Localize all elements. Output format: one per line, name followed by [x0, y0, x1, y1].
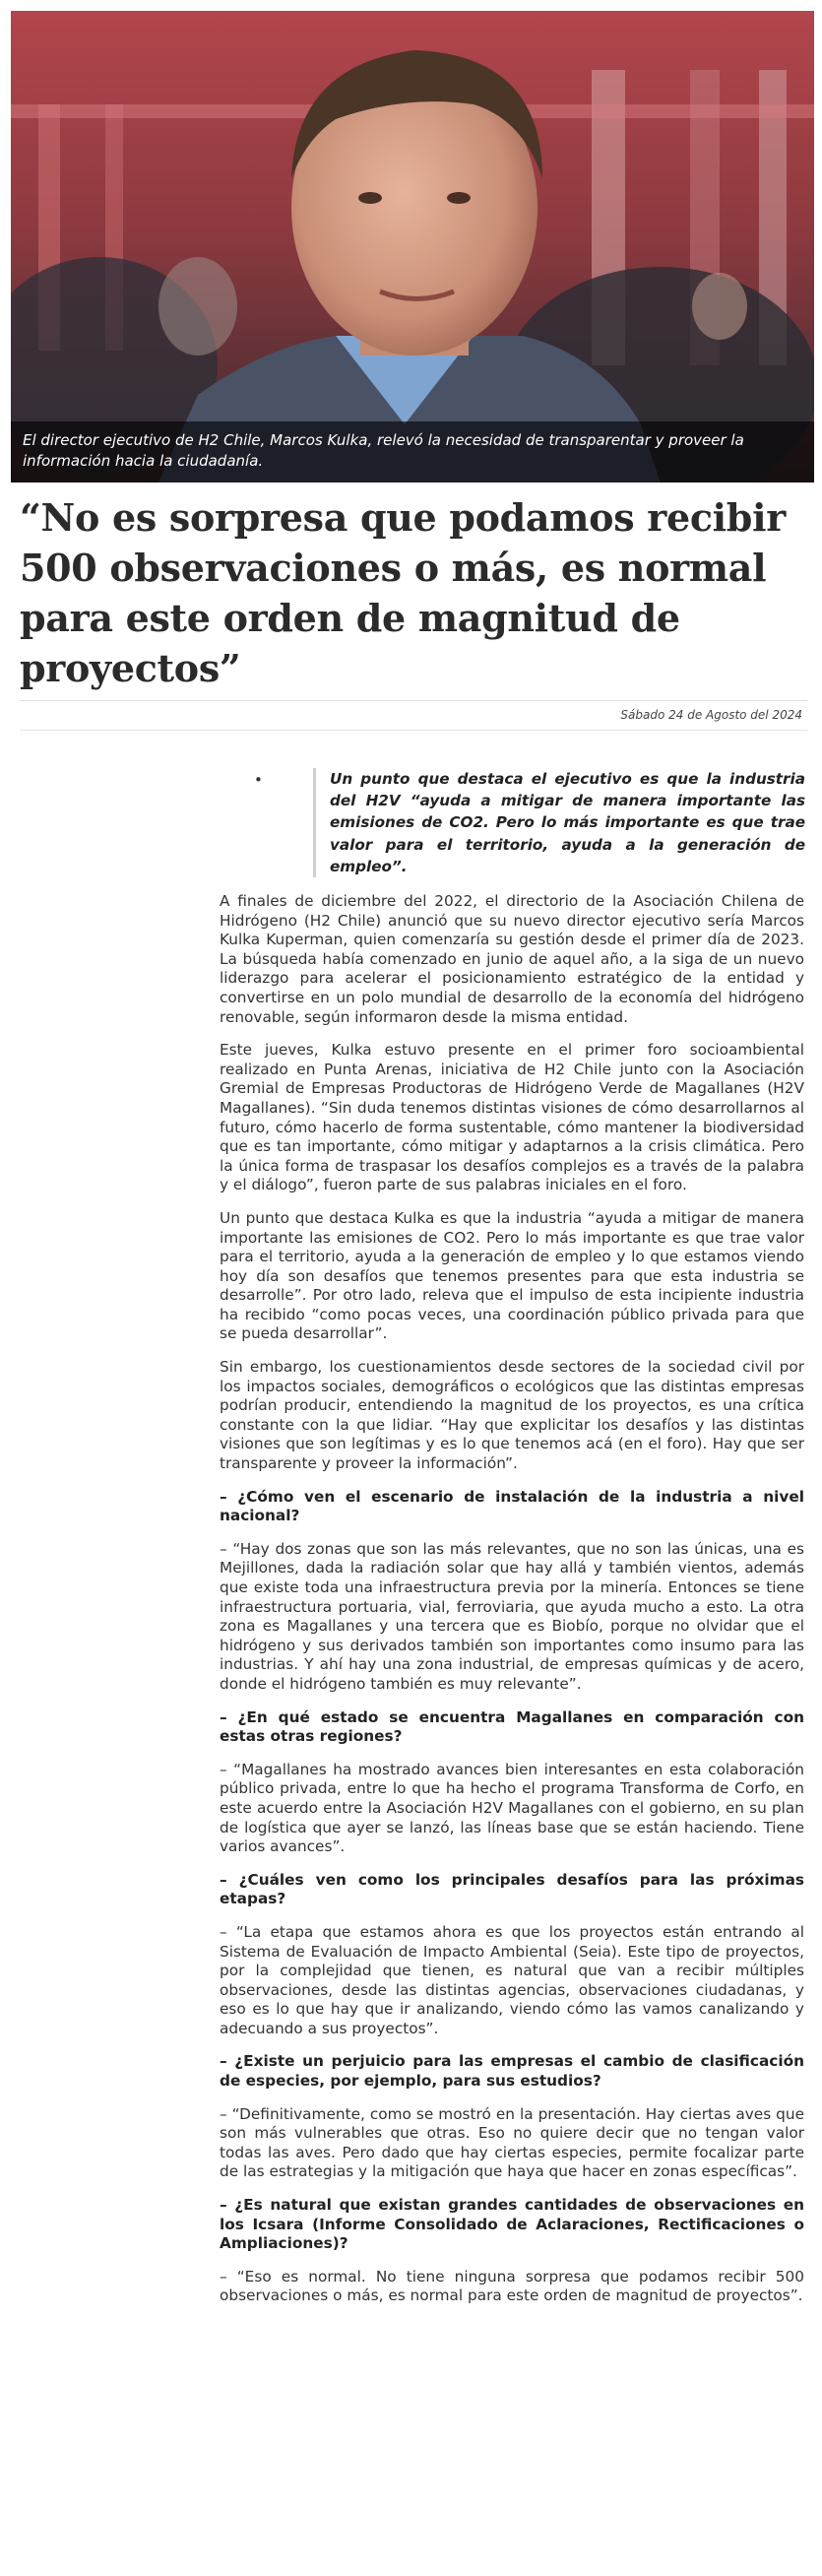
- photo-illustration: [11, 11, 814, 483]
- answer-desafios: – “La etapa que estamos ahora es que los proyectos están entrando al Sistema de Evaluación de Impacto Ambiental (Seia). Este tipo de proyectos, por la complejidad que tienen, es natural que van a recibir múltiples observaciones, desde las distintas agencias, observaciones ciudadanas, y eso es lo que hay que ir analizando, viendo cómo las vamos canalizando y adecuando a sus proyectos”.: [220, 1922, 804, 2037]
- paragraph-cuestionamientos: Sin embargo, los cuestionamientos desde sectores de la sociedad civil por los impactos sociales, demográficos o ecológicos que las distintas empresas podrían producir, entendiendo la magnitud de los proyectos, es una crítica constante con la que lidiar. “Hay que explicitar los desafíos y las distintas visiones que son legítimas y es lo que tenemos acá (en el foro). Hay que ser transparente y proveer la información”.: [220, 1358, 804, 1473]
- photo-caption: El director ejecutivo de H2 Chile, Marcos Kulka, relevó la necesidad de transparentar y proveer la información hacia la ciudadanía.: [11, 421, 814, 483]
- question-especies: – ¿Existe un perjuicio para las empresas el cambio de clasificación de especies, por ejemplo, para sus estudios?: [220, 2052, 804, 2091]
- title-divider: [20, 700, 807, 701]
- question-magallanes: – ¿En qué estado se encuentra Magallanes en comparación con estas otras regiones?: [220, 1707, 804, 1746]
- question-desafios: – ¿Cuáles ven como los principales desafíos para las próximas etapas?: [220, 1870, 804, 1908]
- article-body: [220, 892, 804, 2320]
- hero-photo: [11, 11, 814, 483]
- date-divider: [20, 730, 807, 731]
- paragraph-intro: A finales de diciembre del 2022, el directorio de la Asociación Chilena de Hidrógeno (H2 Chile) anunció que su nuevo director ejecutivo sería Marcos Kulka Kuperman, quien comenzaría su gestión desde el primer día de 2023. La búsqueda había comenzado en junio de aquel año, a la siga de un nuevo liderazgo para acelerar el posicionamiento estratégico de la entidad y convertirse en un polo mundial de desarrollo de la economía del hidrógeno renovable, según informaron desde la misma entidad.: [220, 892, 804, 1026]
- answer-magallanes: – “Magallanes ha mostrado avances bien interesantes en esta colaboración público privada, entre lo que ha hecho el programa Transforma de Corfo, en este acuerdo entre la Asociación H2V Magallanes con el gobierno, en su plan de logística que ayer se lanzó, las líneas base que se están haciendo. Tiene varios avances”.: [220, 1760, 804, 1856]
- answer-escenario: – “Hay dos zonas que son las más relevantes, que no son las únicas, una es Mejillones, dada la radiación solar que hay allá y también vientos, además que existe toda una infraestructura previa por la minería. Entonces se tiene infraestructura portuaria, vial, ferroviaria, que ayuda mucho a esto. La otra zona es Magallanes y una tercera que es Biobío, porque no olvidar que el hidrógeno y sus derivados también son importantes como insumo para las industrias. Y ahí hay una zona industrial, de empresas químicas y de acero, donde el hidrógeno también es muy relevante”.: [220, 1539, 804, 1693]
- answer-icsara: – “Eso es normal. No tiene ninguna sorpresa que podamos recibir 500 observaciones o más, es normal para este orden de magnitud de proyectos”.: [220, 2267, 804, 2305]
- paragraph-mitigar: Un punto que destaca Kulka es que la industria “ayuda a mitigar de manera importante las emisiones de CO2. Pero lo más importante es que trae valor para el territorio, ayuda a la generación de empleo y lo que estamos viendo hoy día son desafíos que tenemos presentes para que esta industria se desarrolle”. Por otro lado, releva que el impulso de esta incipiente industria ha recibido “como pocas veces, una coordinación público privada para que se pueda desarrollar”.: [220, 1208, 804, 1343]
- paragraph-foro: Este jueves, Kulka estuvo presente en el primer foro socioambiental realizado en Punta Arenas, iniciativa de H2 Chile junto con la Asociación Gremial de Empresas Productoras de Hidrógeno Verde de Magallanes (H2V Magallanes). “Sin duda tenemos distintas visiones de cómo desarrollarnos al futuro, cómo hacerlo de forma sustentable, cómo mantener la biodiversidad que es tan importante, cómo mitigar y adaptarnos a la crisis climática. Pero la única forma de traspasar los desafíos complejos es a través de la palabra y el diálogo”, fueron parte de sus palabras iniciales en el foro.: [220, 1041, 804, 1194]
- question-escenario: – ¿Cómo ven el escenario de instalación de la industria a nivel nacional?: [220, 1487, 804, 1525]
- highlight-bullet: •: [254, 771, 263, 789]
- question-icsara: – ¿Es natural que existan grandes cantidades de observaciones en los Icsara (Informe Consolidado de Aclaraciones, Rectificaciones o Ampliaciones)?: [220, 2196, 804, 2253]
- answer-especies: – “Definitivamente, como se mostró en la presentación. Hay ciertas aves que son más vulnerables que otras. Eso no quiere decir que no tengan valor todas las aves. Pero dado que hay ciertas especies, permite focalizar parte de las estrategias y la mitigación que haya que hacer en zonas específicas”.: [220, 2104, 804, 2181]
- article-title: “No es sorpresa que podamos recibir 500 observaciones o más, es normal para este orden de magnitud de proyectos”: [20, 495, 786, 690]
- publish-date: Sábado 24 de Agosto del 2024: [620, 708, 802, 722]
- highlight-quote: Un punto que destaca el ejecutivo es que la industria del H2V “ayuda a mitigar de manera importante las emisiones de CO2. Pero lo más importante es que trae valor para el territorio, ayuda a la generación de empleo”.: [313, 768, 805, 877]
